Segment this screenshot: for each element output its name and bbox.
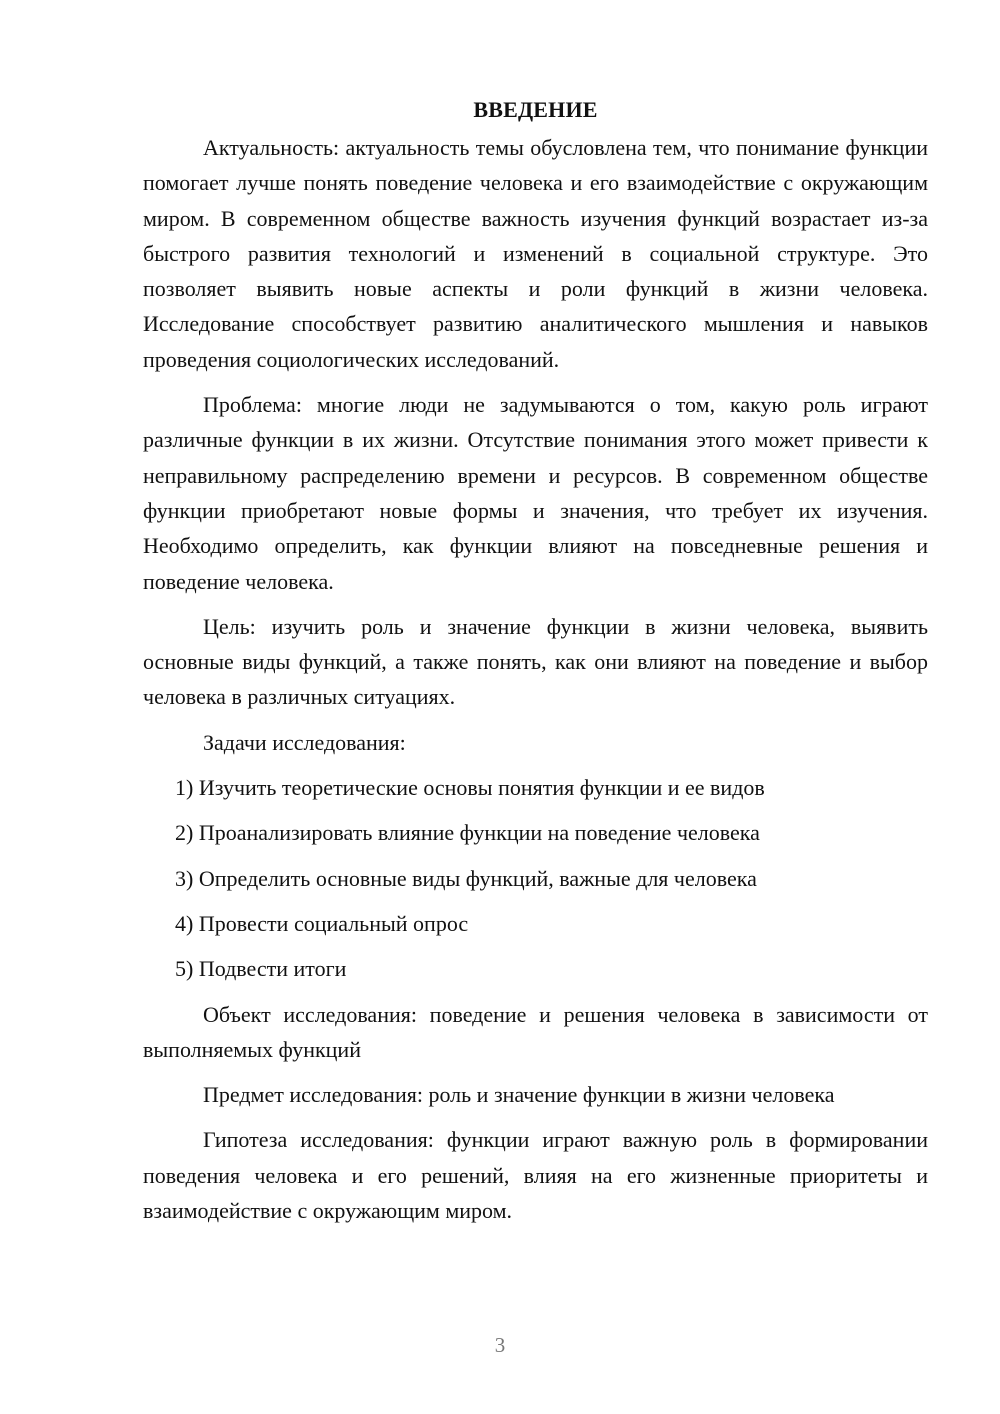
object-paragraph: Объект исследования: поведение и решения человека в зависимости от выполняемых функций [143, 1001, 928, 1062]
goal-paragraph: Цель: изучить роль и значение функции в жизни человека, выявить основные виды функций, а также понять, как они влияют на поведение и выбор человека в различных ситуациях. [143, 613, 928, 710]
page-number: 3 [494, 1333, 506, 1357]
page-title: ВВЕДЕНИЕ [473, 97, 598, 122]
tasks-list [143, 770, 928, 986]
tasks-heading: Задачи исследования: [203, 729, 406, 755]
list-item: 2) Проанализировать влияние функции на поведение человека [175, 820, 760, 846]
list-item: 4) Провести социальный опрос [175, 910, 469, 936]
relevance-paragraph: Актуальность: актуальность темы обусловлена тем, что понимание функции помогает лучше понять поведение человека и его взаимодействие с окружающим миром. В современном обществе важность изучения функций возрастает из-за быстрого развития технологий и изменений в социальной структуре. Это позволяет выявить новые аспекты и роли функций в жизни человека. Исследование способствует развитию аналитического мышления и навыков проведения социологических исследований. [143, 135, 928, 372]
hypothesis-paragraph: Гипотеза исследования: функции играют важную роль в формировании поведения человека и его решений, влияя на его жизненные приоритеты и взаимодействие с окружающим миром. [143, 1127, 928, 1224]
list-item: 1) Изучить теоретические основы понятия функции и ее видов [175, 775, 765, 801]
document-page [143, 92, 928, 1238]
subject-paragraph: Предмет исследования: роль и значение функции в жизни человека [203, 1082, 835, 1108]
list-item: 5) Подвести итоги [175, 956, 347, 982]
list-item: 3) Определить основные виды функций, важные для человека [175, 865, 757, 891]
problem-paragraph: Проблема: многие люди не задумываются о том, какую роль играют различные функции в их жизни. Отсутствие понимания этого может привести к неправильному распределению времени и ресурсов. В современном обществе функции приобретают новые формы и значения, что требует их изучения. Необходимо определить, как функции влияют на повседневные решения и поведение человека. [143, 392, 928, 594]
